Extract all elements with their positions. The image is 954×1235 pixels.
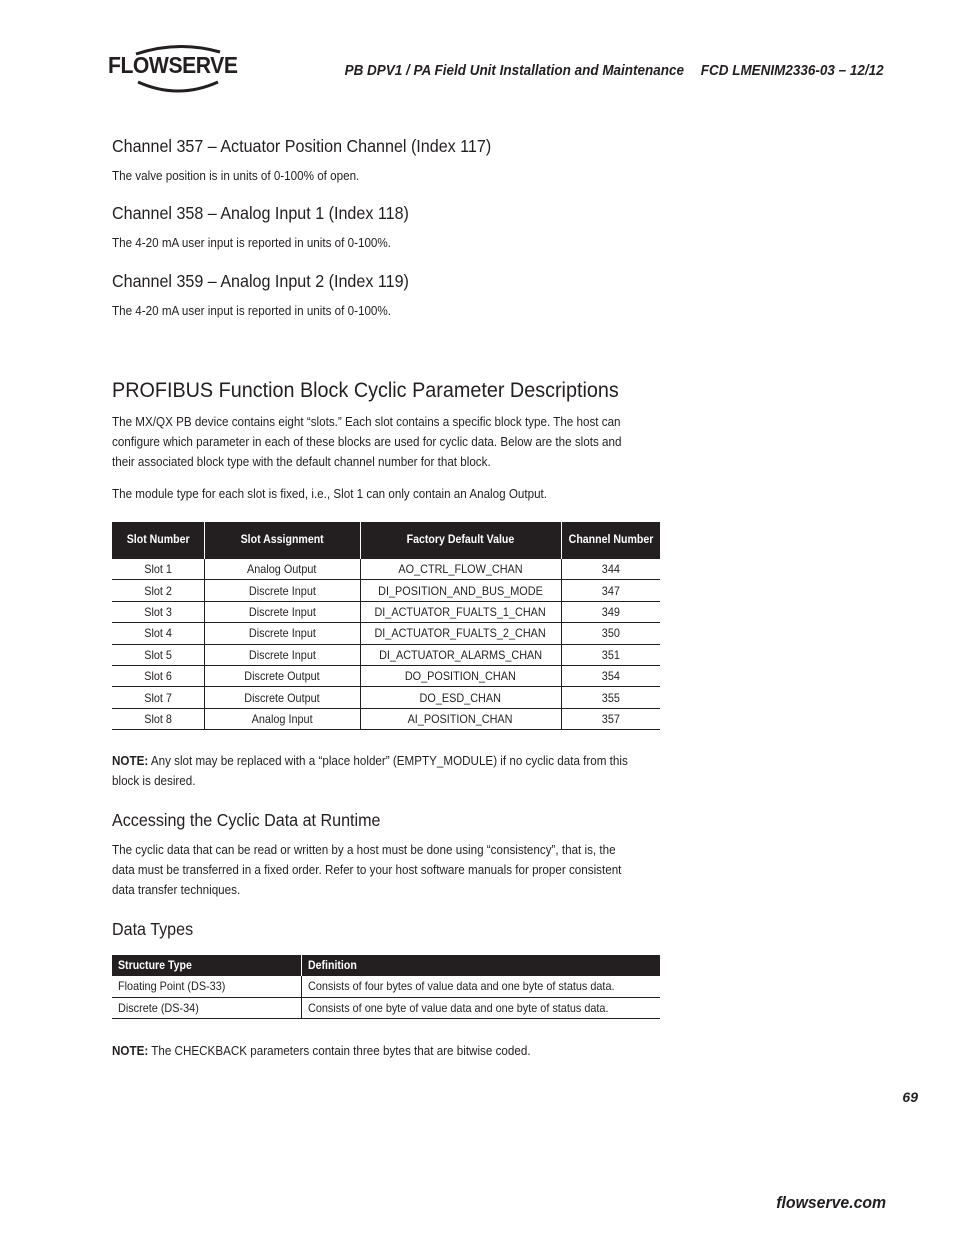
table-cell: DI_ACTUATOR_FUALTS_1_CHAN xyxy=(360,601,561,622)
doc-title: PB DPV1 / PA Field Unit Installation and Maintenance xyxy=(344,63,685,79)
table-cell: Discrete Input xyxy=(204,580,360,601)
footer-url[interactable]: flowserve.com xyxy=(776,1193,886,1212)
doc-code: FCD LMENIM2336-03 – 12/12 xyxy=(701,63,884,79)
table-cell: DO_POSITION_CHAN xyxy=(360,665,561,686)
table-cell: Slot 7 xyxy=(112,687,204,708)
table-row xyxy=(112,665,660,686)
table-cell: 351 xyxy=(561,644,660,665)
paragraph-line: data must be transferred in a fixed order. Refer to your host software manuals for proper consistent xyxy=(112,862,622,877)
slot-table-header-row xyxy=(112,522,660,559)
profibus-paragraph-1 xyxy=(112,412,649,472)
running-header xyxy=(345,63,884,79)
table-cell: Slot 8 xyxy=(112,708,204,729)
table-cell: 354 xyxy=(561,665,660,686)
table-cell: Consists of one byte of value data and one byte of status data. xyxy=(301,997,660,1019)
types-table-header-row xyxy=(112,955,660,976)
note-text: The CHECKBACK parameters contain three bytes that are bitwise coded. xyxy=(148,1043,531,1058)
paragraph-line: data transfer techniques. xyxy=(112,882,241,897)
channel-359-text: The 4-20 mA user input is reported in units of 0-100%. xyxy=(112,303,392,318)
definition-header: Definition xyxy=(301,955,660,976)
table-cell: AI_POSITION_CHAN xyxy=(360,708,561,729)
paragraph-line: The MX/QX PB device contains eight “slots.” Each slot contains a specific block type. The host can xyxy=(112,414,621,429)
access-heading: Accessing the Cyclic Data at Runtime xyxy=(112,810,381,830)
table-cell: DI_ACTUATOR_FUALTS_2_CHAN xyxy=(360,623,561,644)
table-cell: Analog Input xyxy=(204,708,360,729)
table-row xyxy=(112,580,660,601)
note-checkback xyxy=(112,1041,649,1061)
table-cell: 357 xyxy=(561,708,660,729)
table-cell: DI_ACTUATOR_ALARMS_CHAN xyxy=(360,644,561,665)
logo-text: FLOWSERVE xyxy=(108,52,238,78)
paragraph-line: block is desired. xyxy=(112,773,196,788)
structure-type-header: Structure Type xyxy=(112,955,301,976)
table-cell: Discrete Input xyxy=(204,601,360,622)
table-row xyxy=(112,601,660,622)
channel-358-heading: Channel 358 – Analog Input 1 (Index 118) xyxy=(112,203,409,223)
data-types-heading: Data Types xyxy=(112,919,194,939)
table-cell: AO_CTRL_FLOW_CHAN xyxy=(360,559,561,580)
table-cell: 355 xyxy=(561,687,660,708)
flowserve-logo xyxy=(108,42,248,96)
table-cell: Discrete Output xyxy=(204,687,360,708)
profibus-heading: PROFIBUS Function Block Cyclic Parameter Descriptions xyxy=(112,378,619,402)
paragraph-line: configure which parameter in each of these blocks are used for cyclic data. Below are the slots and xyxy=(112,434,622,449)
note-label: NOTE: xyxy=(112,753,149,768)
data-types-table xyxy=(112,955,660,1019)
table-cell: Discrete Input xyxy=(204,623,360,644)
table-cell: 344 xyxy=(561,559,660,580)
table-cell: Slot 3 xyxy=(112,601,204,622)
note-label: NOTE: xyxy=(112,1043,149,1058)
table-row xyxy=(112,623,660,644)
table-cell: DI_POSITION_AND_BUS_MODE xyxy=(360,580,561,601)
page-number: 69 xyxy=(902,1089,918,1105)
table-cell: Floating Point (DS-33) xyxy=(112,976,301,997)
table-row xyxy=(112,997,660,1019)
table-cell: Analog Output xyxy=(204,559,360,580)
paragraph-line: The cyclic data that can be read or written by a host must be done using “consistency”, that is, the xyxy=(112,842,616,857)
table-row xyxy=(112,976,660,997)
table-row xyxy=(112,559,660,580)
table-cell: 347 xyxy=(561,580,660,601)
access-paragraph xyxy=(112,840,649,900)
note-text: Any slot may be replaced with a “place holder” (EMPTY_MODULE) if no cyclic data from this xyxy=(148,753,628,768)
slot-assignment-header: Slot Assignment xyxy=(204,522,360,559)
table-cell: DO_ESD_CHAN xyxy=(360,687,561,708)
table-cell: Discrete Output xyxy=(204,665,360,686)
profibus-paragraph-2: The module type for each slot is fixed, i.e., Slot 1 can only contain an Analog Output. xyxy=(112,486,548,501)
channel-357-heading: Channel 357 – Actuator Position Channel (Index 117) xyxy=(112,136,492,156)
table-cell: Slot 1 xyxy=(112,559,204,580)
table-cell: Discrete Input xyxy=(204,644,360,665)
channel-359-heading: Channel 359 – Analog Input 2 (Index 119) xyxy=(112,271,409,291)
table-row xyxy=(112,644,660,665)
table-cell: Slot 4 xyxy=(112,623,204,644)
slot-number-header: Slot Number xyxy=(112,522,204,559)
paragraph-line: their associated block type with the default channel number for that block. xyxy=(112,454,491,469)
table-cell: Slot 5 xyxy=(112,644,204,665)
paragraph-line xyxy=(112,751,649,771)
table-cell: Slot 2 xyxy=(112,580,204,601)
factory-default-header: Factory Default Value xyxy=(360,522,561,559)
table-cell: 349 xyxy=(561,601,660,622)
table-cell: Discrete (DS-34) xyxy=(112,997,301,1019)
table-cell: Slot 6 xyxy=(112,665,204,686)
table-row xyxy=(112,687,660,708)
channel-number-header: Channel Number xyxy=(561,522,660,559)
note-empty-module xyxy=(112,751,649,791)
table-cell: 350 xyxy=(561,623,660,644)
slot-table xyxy=(112,522,660,730)
channel-358-text: The 4-20 mA user input is reported in units of 0-100%. xyxy=(112,235,392,250)
channel-357-text: The valve position is in units of 0-100% of open. xyxy=(112,168,360,183)
table-row xyxy=(112,708,660,729)
table-cell: Consists of four bytes of value data and one byte of status data. xyxy=(301,976,660,997)
